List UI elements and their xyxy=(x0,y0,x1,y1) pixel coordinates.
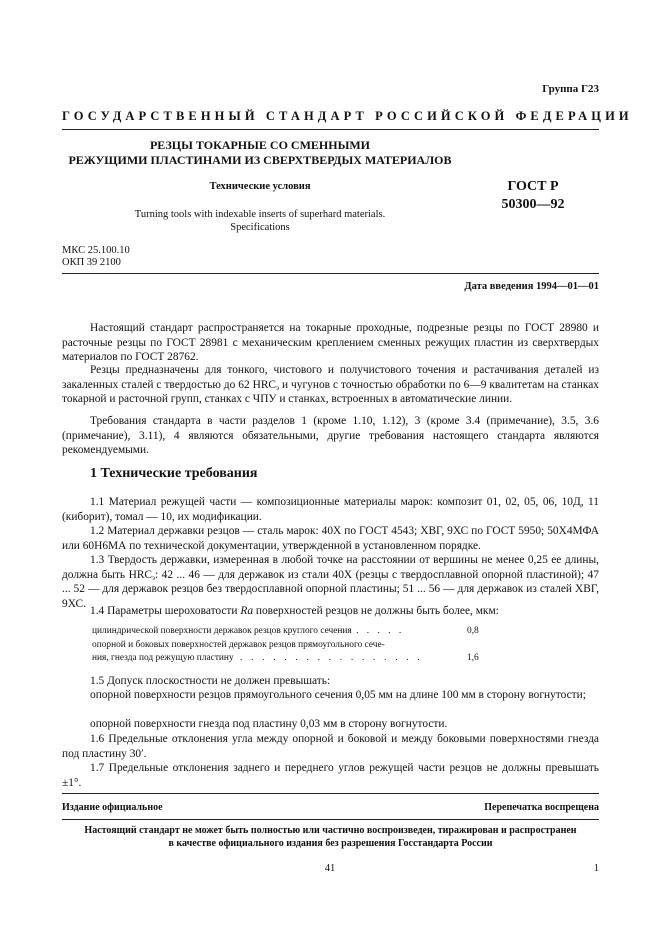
clause-1-7: 1.7 Предельные отклонения заднего и переднего углов режущей части резцов не должны превышать ±1°. xyxy=(62,762,599,789)
copyright-notice: Настоящий стандарт не может быть полностью или частично воспроизведен, тиражирован и распространен в качестве официального издания без разрешения Госстандарта России xyxy=(84,825,577,849)
clause-1-2: 1.2 Материал державки резцов — сталь марок: 40Х по ГОСТ 4543; ХВГ, 9ХС по ГОСТ 5950; 50Х4МФА или 60Н6МА по технической документации, утвержденной в установленном порядке. xyxy=(62,525,599,552)
roughness-row-support-surfaces: опорной и боковых поверхностей державок резцов прямоугольного сече- xyxy=(92,640,385,650)
title-line-2: РЕЖУЩИМИ ПЛАСТИНАМИ ИЗ СВЕРХТВЕРДЫХ МАТЕРИАЛОВ xyxy=(68,153,452,167)
clause-1-5: 1.5 Допуск плоскостности не должен превышать: xyxy=(90,675,331,687)
section-heading: 1 Технические требования xyxy=(90,466,258,481)
footer-rule-bottom xyxy=(62,819,599,820)
clause-1-1: 1.1 Материал режущей части — композиционные материалы марок: композит 01, 02, 05, 06, 10Д, 11 (киборит), томал — 10, их модификации. xyxy=(62,496,599,523)
clause-1-5-a: опорной поверхности резцов прямоугольного сечения 0,05 мм на длине 100 мм в сторону вогнутости; xyxy=(90,689,586,701)
intro-paragraph-3: Требования стандарта в части разделов 1 (кроме 1.10, 1.12), 3 (кроме 3.4 (примечание), 3.5, 3.6 (примечание), 3.11), 4 являются обязательными, другие требования настоящего стандарта являются рекомендуемыми. xyxy=(62,415,599,457)
page-title xyxy=(62,138,458,168)
title-subtitle: Технические условия xyxy=(209,181,311,192)
introduction-date: Дата введения 1994—01—01 xyxy=(464,281,599,292)
header-rule xyxy=(62,129,599,130)
classification-codes xyxy=(62,245,130,269)
state-standard-header: ГОСУДАРСТВЕННЫЙ СТАНДАРТ РОССИЙСКОЙ ФЕДЕРАЦИИ xyxy=(62,109,633,123)
clause-1-5-b: опорной поверхности гнезда под пластину 0,03 мм в сторону вогнутости. xyxy=(90,718,448,730)
intro-paragraph-2: Резцы предназначены для тонкого, чистового и получистового точения и растачивания деталей из закаленных сталей с твердостью до 62 $HRC_э$ и чугунов с точностью обработки по 6—9 квалитетам на станках токарной и расточной групп, станках с ЧПУ и станках, встроенных в автоматические линии. xyxy=(62,364,599,406)
english-title-line-1: Turning tools with indexable inserts of superhard materials. xyxy=(134,209,386,220)
mks-code: МКС 25.100.10 xyxy=(62,245,130,256)
roughness-row-cylindrical: цилиндрической поверхности державок резцов круглого сечения . . . . . 0,8 xyxy=(92,626,479,636)
english-title-line-2: Specifications xyxy=(230,222,290,233)
english-title xyxy=(62,208,458,234)
roughness-row-insert-pocket: ния, гнезда под режущую пластину . . . . . . . . . . . . . . . . . 1,6 xyxy=(92,653,479,663)
roughness-value-insert-pocket: 1,6 xyxy=(467,653,479,663)
group-code: Группа Г23 xyxy=(542,83,599,95)
official-edition-label: Издание официальное xyxy=(62,802,163,813)
roughness-value-cylindrical: 0,8 xyxy=(467,626,479,636)
okp-code: ОКП 39 2100 xyxy=(62,257,121,268)
designation-line-2: 50300—92 xyxy=(501,197,565,212)
footer-rule-top xyxy=(62,793,599,794)
page-number-right: 1 xyxy=(593,863,599,874)
reprint-notice: Перепечатка воспрещена xyxy=(484,802,599,813)
intro-paragraph-1: Настоящий стандарт распространяется на токарные проходные, подрезные резцы по ГОСТ 28980 и расточные резцы по ГОСТ 28981 с механическим креплением сменных режущих пластин из сверхтвердых материалов по ГОСТ 28762. xyxy=(62,322,599,364)
designation-line-1: ГОСТ Р xyxy=(507,179,559,194)
page-number-center: 41 xyxy=(324,863,336,874)
codes-rule xyxy=(62,273,599,274)
standard-designation xyxy=(478,178,588,214)
title-line-1: РЕЗЦЫ ТОКАРНЫЕ СО СМЕННЫМИ xyxy=(149,138,371,152)
clause-1-4: 1.4 Параметры шероховатости Ra поверхностей резцов не должны быть более, мкм: xyxy=(90,605,499,617)
clause-1-6: 1.6 Предельные отклонения угла между опорной и боковой и между боковыми поверхностями гнезда под пластину 30′. xyxy=(62,733,599,760)
clause-1-3: 1.3 Твердость державки, измеренная в любой точке на расстоянии от вершины не менее 0,25 ее длины, должна быть $HRC_э$: 42 ... 46 — для державок из стали 40Х (резцы с твердосплавной опорной пластиной); 47 ... 52 — для державок резцов без твердосплавной опорной пластины; 51 ... 56 — для державок из сталей ХВГ, 9ХС. xyxy=(62,554,599,610)
